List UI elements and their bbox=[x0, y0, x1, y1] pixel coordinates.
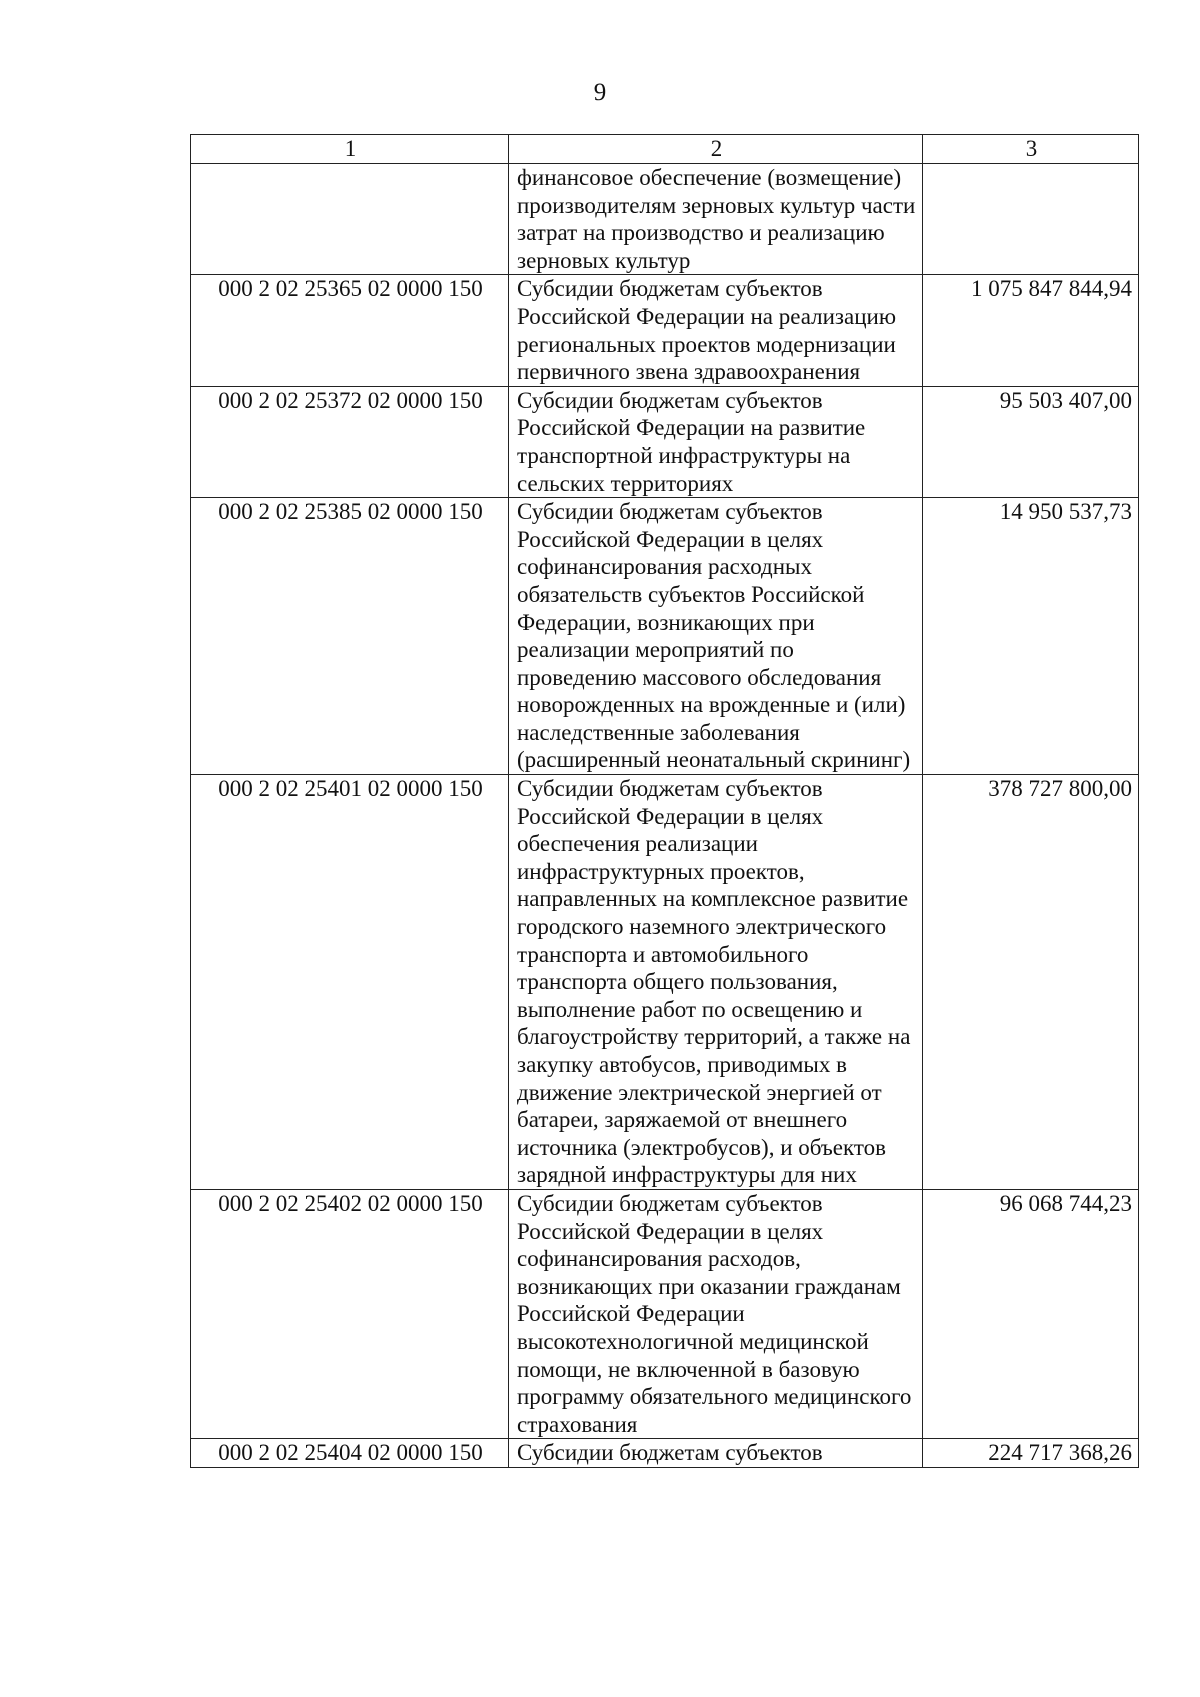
row-amount: 1 075 847 844,94 bbox=[923, 275, 1139, 386]
row-description: Субсидии бюджетам субъектов Российской Федерации в целях софинансирования расходов, возникающих при оказании гражданам Российской Федерации высокотехнологичной медицинской помощи, не включенной в базовую программу обязательного медицинского страхования bbox=[509, 1189, 923, 1438]
budget-table bbox=[190, 134, 1139, 1468]
page-number: 9 bbox=[593, 79, 607, 106]
table-row bbox=[191, 1439, 1139, 1468]
row-description: финансовое обеспечение (возмещение) производителям зерновых культур части затрат на производство и реализацию зерновых культур bbox=[509, 164, 923, 275]
row-code: 000 2 02 25402 02 0000 150 bbox=[191, 1189, 509, 1438]
row-code: 000 2 02 25401 02 0000 150 bbox=[191, 775, 509, 1190]
table-body bbox=[191, 164, 1139, 1468]
table-row bbox=[191, 1189, 1139, 1438]
header-col-2: 2 bbox=[509, 135, 923, 164]
table-row bbox=[191, 775, 1139, 1190]
row-amount: 378 727 800,00 bbox=[923, 775, 1139, 1190]
header-col-1: 1 bbox=[191, 135, 509, 164]
header-col-3: 3 bbox=[923, 135, 1139, 164]
row-description: Субсидии бюджетам субъектов Российской Федерации в целях обеспечения реализации инфраструктурных проектов, направленных на комплексное развитие городского наземного электрического транспорта и автомобильного транспорта общего пользования, выполнение работ по освещению и благоустройству территорий, а также на закупку автобусов, приводимых в движение электрической энергией от батареи, заряжаемой от внешнего источника (электробусов), и объектов зарядной инфраструктуры для них bbox=[509, 775, 923, 1190]
row-code: 000 2 02 25372 02 0000 150 bbox=[191, 386, 509, 497]
row-amount: 95 503 407,00 bbox=[923, 386, 1139, 497]
row-amount: 224 717 368,26 bbox=[923, 1439, 1139, 1468]
table-row bbox=[191, 386, 1139, 497]
row-description: Субсидии бюджетам субъектов Российской Федерации в целях софинансирования расходных обязательств субъектов Российской Федерации, возникающих при реализации мероприятий по проведению массового обследования новорожденных на врожденные и (или) наследственные заболевания (расширенный неонатальный скрининг) bbox=[509, 498, 923, 775]
header-row bbox=[191, 135, 1139, 164]
row-description: Субсидии бюджетам субъектов Российской Федерации на развитие транспортной инфраструктуры на сельских территориях bbox=[509, 386, 923, 497]
row-amount bbox=[923, 164, 1139, 275]
row-code bbox=[191, 164, 509, 275]
row-code: 000 2 02 25385 02 0000 150 bbox=[191, 498, 509, 775]
row-amount: 14 950 537,73 bbox=[923, 498, 1139, 775]
row-amount: 96 068 744,23 bbox=[923, 1189, 1139, 1438]
row-description: Субсидии бюджетам субъектов bbox=[509, 1439, 923, 1468]
table-header bbox=[191, 135, 1139, 164]
row-code: 000 2 02 25404 02 0000 150 bbox=[191, 1439, 509, 1468]
table-row bbox=[191, 275, 1139, 386]
table-row bbox=[191, 164, 1139, 275]
row-code: 000 2 02 25365 02 0000 150 bbox=[191, 275, 509, 386]
table-row bbox=[191, 498, 1139, 775]
row-description: Субсидии бюджетам субъектов Российской Федерации на реализацию региональных проектов модернизации первичного звена здравоохранения bbox=[509, 275, 923, 386]
